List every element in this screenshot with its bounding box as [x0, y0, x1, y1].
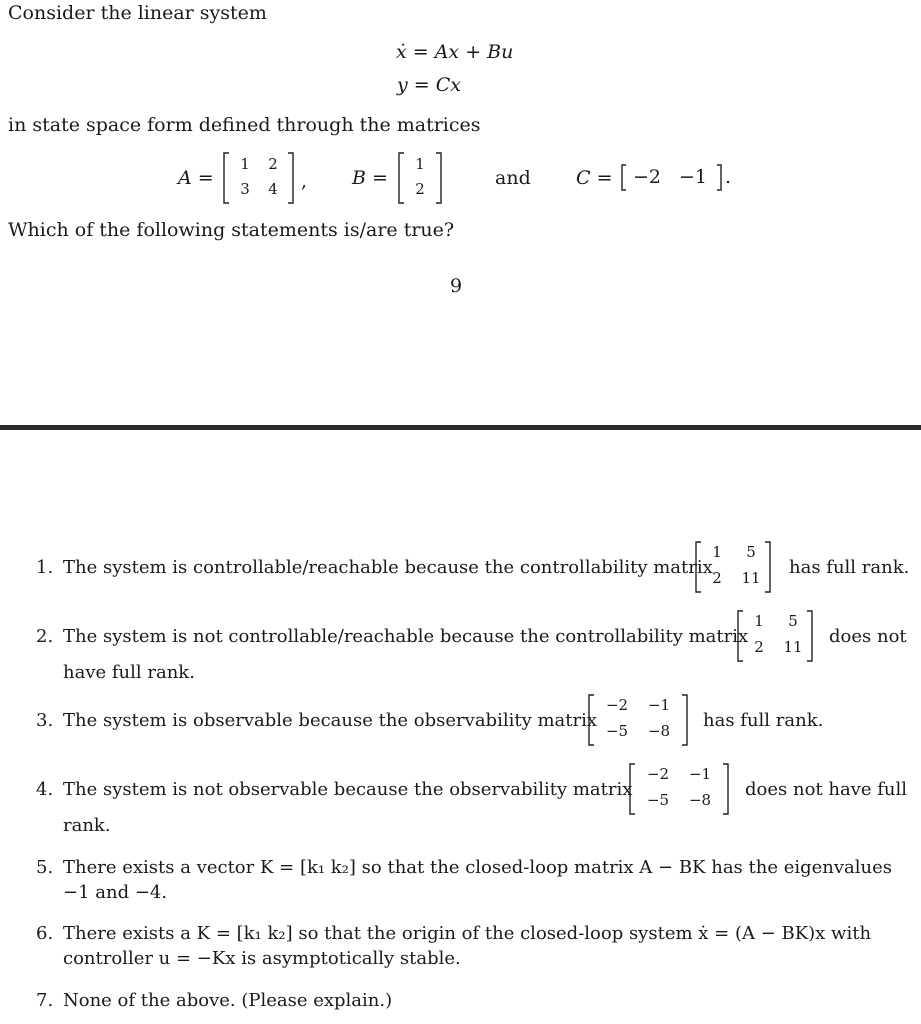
item-number: 7. [36, 990, 54, 1011]
matrix-cell: 1 [754, 612, 764, 630]
item-number: 2. [36, 626, 54, 647]
matrix-cell: 1 [712, 543, 722, 561]
matrix-cell: −1 [679, 166, 708, 188]
item-text: There exists a K = [k₁ k₂] so that the origin of the closed-loop system ẋ = (A − BK)x with [63, 923, 872, 944]
matrix-cell: −5 [605, 722, 629, 740]
item-text: The system is not controllable/reachable because the controllability matrix [63, 626, 749, 647]
matrix-cell: 2 [754, 638, 764, 656]
item-number: 6. [36, 923, 54, 944]
item-number: 3. [36, 710, 54, 731]
matrix-cell: 5 [746, 543, 756, 561]
matrix-cell: 1 [415, 155, 425, 173]
item-text: The system is not observable because the observability matrix [63, 779, 633, 800]
item-text: does not have full [745, 779, 907, 800]
item-text: rank. [63, 815, 111, 836]
item-text: has full rank. [703, 710, 824, 731]
output-equation: y = Cx [397, 74, 461, 96]
item-text: There exists a vector K = [k₁ k₂] so that the closed-loop matrix A − BK has the eigenvalues [63, 857, 893, 878]
matrix-cell: −1 [647, 696, 671, 714]
page-divider [0, 425, 921, 430]
item-number: 4. [36, 779, 54, 800]
controllability-matrix [693, 540, 773, 594]
matrix-cell: −2 [633, 166, 662, 188]
and-word: and [495, 167, 531, 189]
item-text: has full rank. [789, 557, 910, 578]
item-number: 5. [36, 857, 54, 878]
matrix-a [221, 150, 296, 206]
matrix-cell: 2 [712, 569, 722, 587]
item-text: controller u = −Kx is asymptotically stable. [63, 948, 461, 969]
observability-matrix [586, 693, 690, 747]
matrix-cell: −8 [647, 722, 671, 740]
matrix-cell: 11 [783, 638, 803, 656]
item-text: None of the above. (Please explain.) [63, 990, 393, 1011]
matrix-cell: 4 [268, 180, 278, 198]
matrix-cell: 2 [415, 180, 425, 198]
question: Which of the following statements is/are true? [8, 219, 455, 241]
matrix-b [396, 150, 444, 206]
matrix-cell: 3 [240, 180, 250, 198]
item-text: −1 and −4. [63, 882, 168, 903]
page-number: 9 [450, 275, 463, 297]
item-text: The system is observable because the observability matrix [63, 710, 598, 731]
state-equation: ẋ = Ax + Bu [396, 41, 514, 63]
matrices-intro: in state space form defined through the matrices [8, 114, 481, 136]
matrix-a-label: A = [178, 167, 214, 189]
matrix-c-label: C = [576, 167, 613, 189]
matrix-cell: −1 [688, 765, 712, 783]
matrix-cell: 5 [788, 612, 798, 630]
observability-matrix [627, 762, 731, 816]
matrix-cell: 1 [240, 155, 250, 173]
matrix-cell: −8 [688, 791, 712, 809]
matrix-cell: 2 [268, 155, 278, 173]
matrix-cell: 11 [741, 569, 761, 587]
item-text: does not [829, 626, 907, 647]
matrix-cell: −2 [646, 765, 670, 783]
matrix-c: −2 −1 . [619, 163, 731, 193]
item-number: 1. [36, 557, 54, 578]
controllability-matrix [735, 609, 815, 663]
intro-line: Consider the linear system [8, 2, 267, 24]
item-text: The system is controllable/reachable because the controllability matrix [63, 557, 713, 578]
item-text: have full rank. [63, 662, 195, 683]
matrix-b-label: B = [352, 167, 388, 189]
matrix-cell: −5 [646, 791, 670, 809]
matrix-cell: −2 [605, 696, 629, 714]
